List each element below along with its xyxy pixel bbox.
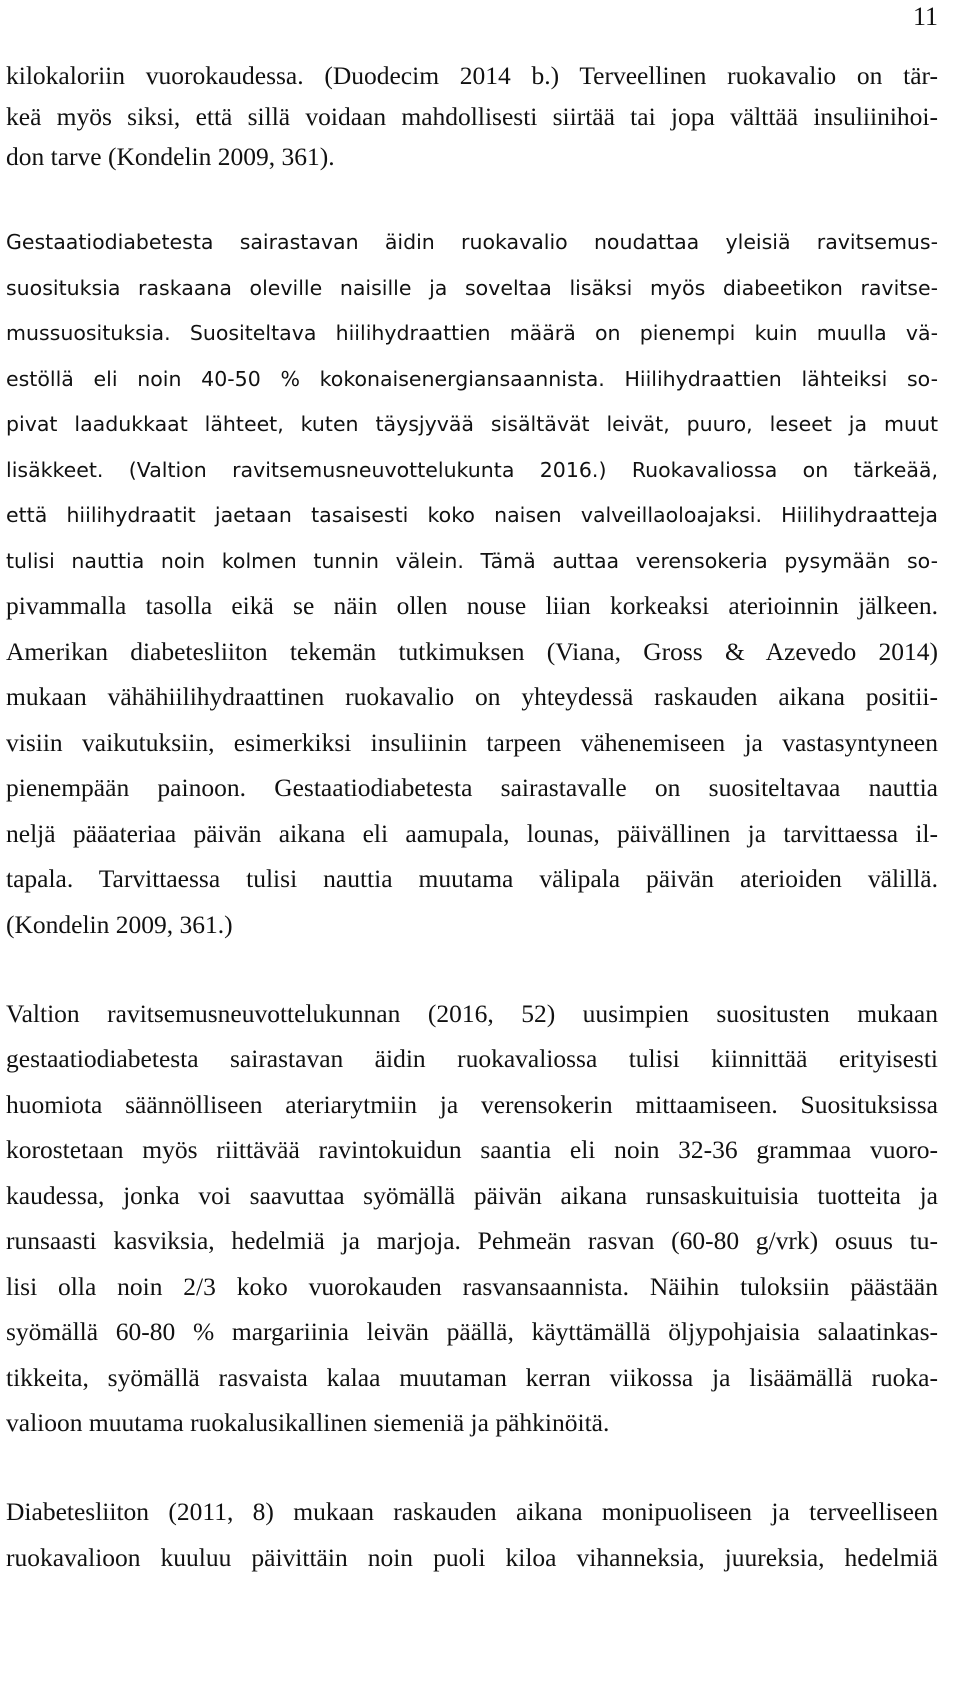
text-line: ruokavalioon kuuluu päivittäin noin puoli kiloa vihanneksia, juureksia, hedelmiä — [6, 1543, 938, 1572]
text-line: valioon muutama ruokalusikallinen siemeniä ja pähkinöitä. — [6, 1408, 610, 1437]
text-line: syömällä 60-80 % margariinia leivän päällä, käyttämällä öljypohjaisia salaatinkas- — [6, 1317, 938, 1346]
text-line: kaudessa, jonka voi saavuttaa syömällä päivän aikana runsaskuituisia tuotteita ja — [6, 1181, 938, 1210]
text-line: estöllä eli noin 40-50 % kokonaisenergiansaannista. Hiilihydraattien lähteiksi so- — [6, 367, 938, 391]
text-line: Valtion ravitsemusneuvottelukunnan (2016, 52) uusimpien suositusten mukaan — [6, 999, 938, 1028]
text-line: tikkeita, syömällä rasvaista kalaa muutaman kerran viikossa ja lisäämällä ruoka- — [6, 1363, 938, 1392]
text-line: Diabetesliiton (2011, 8) mukaan raskauden aikana monipuoliseen ja terveelliseen — [6, 1497, 938, 1526]
page-number: 11 — [912, 2, 938, 31]
text-line: keä myös siksi, että sillä voidaan mahdollisesti siirtää tai jopa välttää insuliinihoi- — [6, 102, 938, 131]
text-line: lisäkkeet. (Valtion ravitsemusneuvottelukunta 2016.) Ruokavaliossa on tärkeää, — [6, 458, 938, 482]
text-line: neljä pääateriaa päivän aikana eli aamupala, lounas, päivällinen ja tarvittaessa il- — [6, 819, 938, 848]
text-line: tapala. Tarvittaessa tulisi nauttia muutama välipala päivän aterioiden välillä. — [6, 864, 938, 893]
text-line: lisi olla noin 2/3 koko vuorokauden rasvansaannista. Näihin tuloksiin päästään — [6, 1272, 938, 1301]
text-line: Amerikan diabetesliiton tekemän tutkimuksen (Viana, Gross & Azevedo 2014) — [6, 637, 938, 666]
text-line: visiin vaikutuksiin, esimerkiksi insuliinin tarpeen vähenemiseen ja vastasyntyneen — [6, 728, 938, 757]
text-line: Gestaatiodiabetesta sairastavan äidin ruokavalio noudattaa yleisiä ravitsemus- — [6, 230, 938, 254]
text-line: don tarve (Kondelin 2009, 361). — [6, 142, 335, 171]
text-line: pivat laadukkaat lähteet, kuten täysjyvää sisältävät leivät, puuro, leseet ja muut — [6, 412, 938, 436]
text-line: kilokaloriin vuorokaudessa. (Duodecim 2014 b.) Terveellinen ruokavalio on tär- — [6, 61, 938, 90]
text-line: pienempään painoon. Gestaatiodiabetesta sairastavalle on suositeltavaa nauttia — [6, 773, 938, 802]
text-line: suosituksia raskaana oleville naisille ja soveltaa lisäksi myös diabeetikon ravitse- — [6, 276, 938, 300]
text-line: (Kondelin 2009, 361.) — [6, 910, 233, 939]
text-line: tulisi nauttia noin kolmen tunnin välein. Tämä auttaa verensokeria pysymään so- — [6, 549, 938, 573]
text-line: pivammalla tasolla eikä se näin ollen nouse liian korkeaksi aterioinnin jälkeen. — [6, 591, 938, 620]
text-line: gestaatiodiabetesta sairastavan äidin ruokavaliossa tulisi kiinnittää erityisesti — [6, 1044, 938, 1073]
text-line: että hiilihydraatit jaetaan tasaisesti koko naisen valveillaoloajaksi. Hiilihydraatteja — [6, 503, 938, 527]
text-line: huomiota säännölliseen ateriarytmiin ja verensokerin mittaamiseen. Suosituksissa — [6, 1090, 938, 1119]
text-line: mukaan vähähiilihydraattinen ruokavalio on yhteydessä raskauden aikana positii- — [6, 682, 938, 711]
text-line: runsaasti kasviksia, hedelmiä ja marjoja. Pehmeän rasvan (60-80 g/vrk) osuus tu- — [6, 1226, 938, 1255]
text-line: korostetaan myös riittävää ravintokuidun saantia eli noin 32-36 grammaa vuoro- — [6, 1135, 938, 1164]
text-line: mussuosituksia. Suositeltava hiilihydraattien määrä on pienempi kuin muulla vä- — [6, 321, 938, 345]
